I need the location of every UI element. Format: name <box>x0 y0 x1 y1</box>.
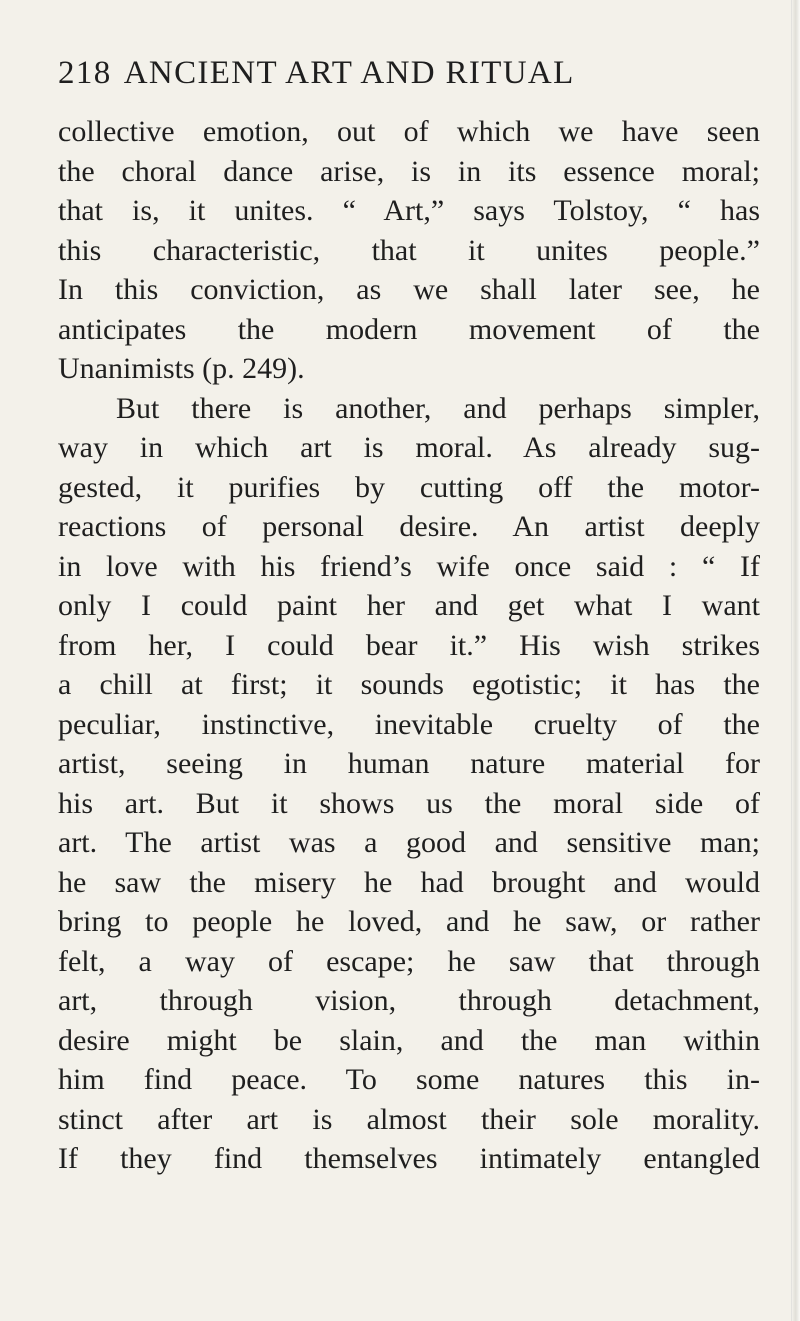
text-line: the choral dance arise, is in its essence moral; <box>58 154 760 188</box>
body-text <box>58 112 760 1179</box>
text-line: only I could paint her and get what I want <box>58 589 760 622</box>
page-edge-shadow <box>791 0 800 1321</box>
text-line: this characteristic, that it unites people.” <box>58 233 760 267</box>
text-line: felt, a way of escape; he saw that through <box>58 944 760 978</box>
text-line: peculiar, instinctive, inevitable cruelty of the <box>58 707 760 741</box>
text-line: collective emotion, out of which we have seen <box>58 115 760 148</box>
text-line: In this conviction, as we shall later see, he <box>58 273 760 306</box>
page-header <box>58 55 748 103</box>
text-line: reactions of personal desire. An artist deeply <box>58 510 760 543</box>
text-line: But there is another, and perhaps simpler, <box>116 391 760 425</box>
text-line: Unanimists (p. 249). <box>58 352 305 385</box>
text-line: his art. But it shows us the moral side of <box>58 786 760 820</box>
page-number: 218 <box>58 55 112 91</box>
text-line: a chill at first; it sounds egotistic; it has the <box>58 668 760 701</box>
text-line: stinct after art is almost their sole morality. <box>58 1102 760 1136</box>
text-line: anticipates the modern movement of the <box>58 312 760 346</box>
text-line: bring to people he loved, and he saw, or rather <box>58 905 760 938</box>
text-line: from her, I could bear it.” His wish strikes <box>58 628 760 662</box>
text-line: art, through vision, through detachment, <box>58 984 760 1017</box>
text-line: artist, seeing in human nature material for <box>58 747 760 780</box>
text-line: him find peace. To some natures this in- <box>58 1063 760 1096</box>
text-line: art. The artist was a good and sensitive man; <box>58 826 760 859</box>
text-line: desire might be slain, and the man within <box>58 1023 760 1057</box>
text-line: he saw the misery he had brought and would <box>58 865 760 899</box>
text-line: gested, it purifies by cutting off the motor- <box>58 470 760 504</box>
running-title: ANCIENT ART AND RITUAL <box>123 55 575 91</box>
text-line: way in which art is moral. As already sug- <box>58 431 760 464</box>
text-line: that is, it unites. “ Art,” says Tolstoy, “ has <box>58 194 760 227</box>
text-line: in love with his friend’s wife once said : “ If <box>58 549 760 583</box>
text-line: If they find themselves intimately entangled <box>58 1142 760 1175</box>
